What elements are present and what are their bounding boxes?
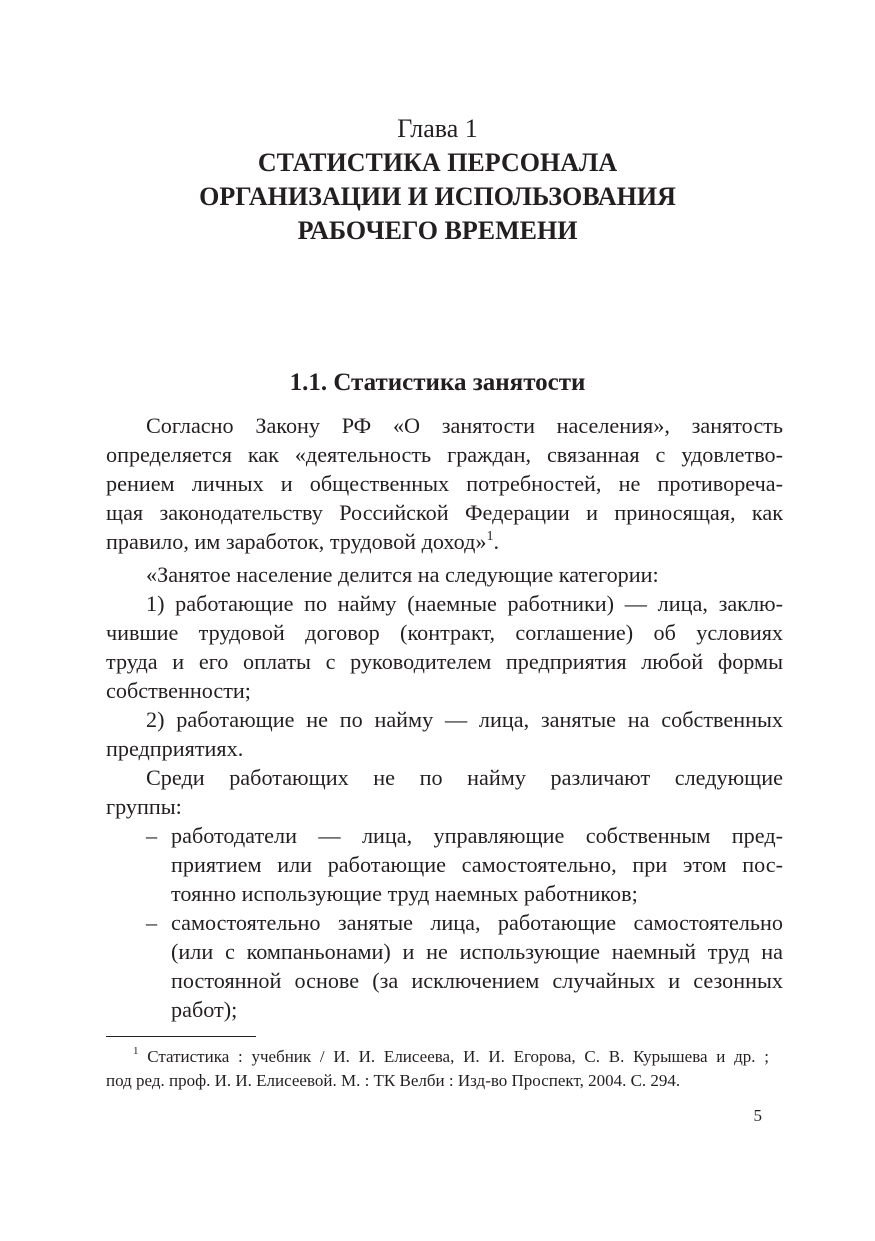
list-item-line: работодатели — лица, управляющие собственным пред-	[171, 823, 783, 848]
body-line: собственности;	[106, 678, 251, 703]
list-item-line: работ);	[171, 997, 238, 1022]
section-title: 1.1. Статистика занятости	[289, 369, 586, 396]
body-line: 1) работающие по найму (наемные работники) — лица, заклю-	[146, 591, 783, 616]
chapter-label: Глава 1	[397, 114, 478, 143]
footnote-ref: 1	[486, 528, 494, 544]
body-line: рением личных и общественных потребностей, не противореча-	[106, 471, 783, 496]
body-line: чившие трудовой договор (контракт, соглашение) об условиях	[106, 620, 783, 645]
body-line: труда и его оплаты с руководителем предприятия любой формы	[106, 649, 783, 674]
chapter-title-line: ОРГАНИЗАЦИИ И ИСПОЛЬЗОВАНИЯ	[199, 182, 676, 211]
body-line: определяется как «деятельность граждан, связанная с удовлетво-	[106, 442, 783, 467]
list-dash: –	[146, 910, 158, 935]
chapter-title	[0, 146, 875, 248]
footnote-line: под ред. проф. И. И. Елисеевой. М. : ТК Велби : Изд-во Проспект, 2004. С. 294.	[106, 1071, 681, 1090]
list-item-line: приятием или работающие самостоятельно, при этом пос-	[171, 852, 783, 877]
footnote-mark: 1	[133, 1045, 139, 1058]
page-number: 5	[753, 1106, 762, 1125]
body-line: 2) работающие не по найму — лица, занятые на собственных	[146, 707, 783, 732]
body-line: Согласно Закону РФ «О занятости населения», занятость	[146, 413, 783, 438]
body-line: щая законодательству Российской Федерации и приносящая, как	[106, 500, 783, 525]
chapter-title-line: СТАТИСТИКА ПЕРСОНАЛА	[257, 148, 618, 177]
footnote-divider	[106, 1036, 256, 1037]
list-item-line: тоянно использующие труд наемных работников;	[171, 881, 638, 906]
list-dash: –	[146, 823, 158, 848]
chapter-title-line: РАБОЧЕГО ВРЕМЕНИ	[297, 216, 578, 245]
body-text: правило, им заработок, трудовой доход»	[106, 529, 487, 554]
body-line: Среди работающих не по найму различают следующие	[146, 765, 783, 790]
list-item-line: постоянной основе (за исключением случайных и сезонных	[171, 968, 783, 993]
footnote-text: Статистика : учебник / И. И. Елисеева, И. И. Егорова, С. В. Курышева и др. ;	[147, 1047, 770, 1066]
body-text: .	[493, 529, 500, 554]
body-line: «Занятое население делится на следующие категории:	[146, 562, 659, 587]
body-line: предприятиях.	[106, 736, 244, 761]
body-line	[106, 527, 499, 556]
list-item-line: самостоятельно занятые лица, работающие самостоятельно	[171, 910, 783, 935]
footnote-line	[133, 1045, 769, 1069]
body-line: группы:	[106, 794, 182, 819]
list-item-line: (или с компаньонами) и не использующие наемный труд на	[171, 939, 783, 964]
